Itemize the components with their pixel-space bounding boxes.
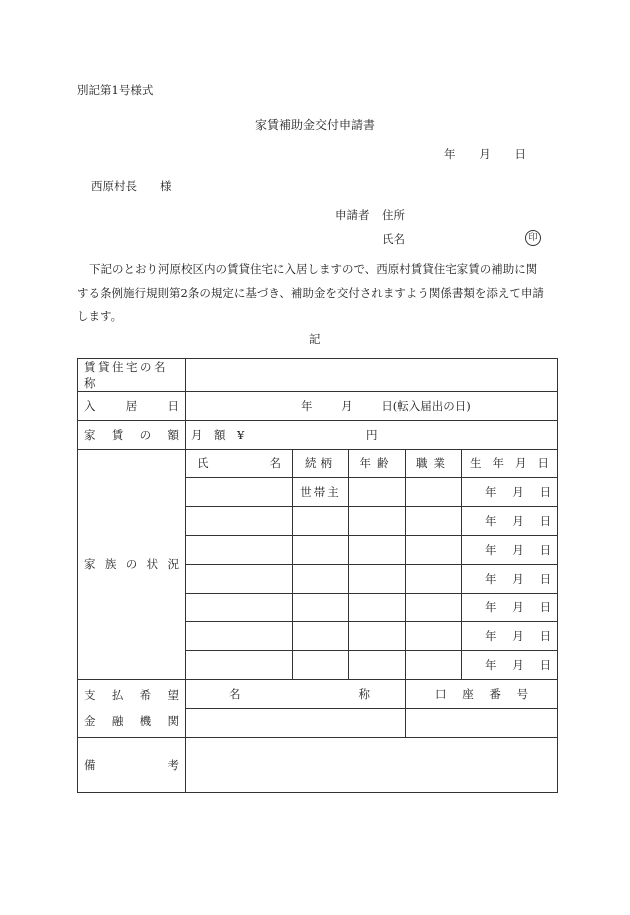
family-header-row [78,449,558,478]
move-in-month: 月 [341,398,353,413]
family-birth-cell[interactable]: 年 月 日 [462,593,558,622]
family-header-relation: 続柄 [293,449,349,478]
row-rent [78,420,558,449]
body-text-line-3: します。 [77,309,123,323]
family-age-cell[interactable] [349,507,406,536]
applicant-role: 申請者 [335,208,370,222]
house-name-label: 賃貸住宅の名称 [78,359,186,392]
application-table [77,358,558,793]
family-age-cell[interactable] [349,651,406,680]
rent-label: 家 賃 の 額 [78,420,186,449]
date-month-label: 月 [479,147,491,161]
page-title: 家賃補助金交付申請書 [255,118,376,132]
family-header-job: 職業 [406,449,462,478]
family-birth-cell[interactable]: 年 月 日 [462,622,558,651]
family-birth-cell[interactable]: 年 月 日 [462,478,558,507]
family-job-cell[interactable] [406,564,462,593]
bank-label: 支 払 希 望 金 融 機 関 [78,679,186,737]
remarks-field[interactable] [186,737,558,792]
family-name-cell[interactable] [186,478,293,507]
applicant-address-label: 住所 [382,208,405,222]
family-name-cell[interactable] [186,593,293,622]
family-name-cell[interactable] [186,564,293,593]
family-age-cell[interactable] [349,593,406,622]
form-id: 別記第1号様式 [77,83,154,97]
rent-field[interactable] [186,420,558,449]
applicant-name-label: 氏名 [382,232,405,246]
family-birth-cell[interactable]: 年 月 日 [462,507,558,536]
remarks-label: 備 考 [78,737,186,792]
family-job-cell[interactable] [406,651,462,680]
family-age-cell[interactable] [349,622,406,651]
family-header-birth: 生 年 月 日 [462,449,558,478]
family-relation-cell[interactable] [293,535,349,564]
family-job-cell[interactable] [406,622,462,651]
family-relation-cell[interactable] [293,507,349,536]
house-name-field[interactable] [186,359,558,392]
family-relation-cell[interactable] [293,593,349,622]
addressee: 西原村長 様 [91,179,172,193]
row-move-in [78,392,558,421]
rent-prefix: 月 額 ¥ [191,427,245,442]
family-name-cell[interactable] [186,651,293,680]
move-in-field[interactable] [186,392,558,421]
bank-account-field[interactable] [406,708,558,737]
ki-heading: 記 [309,332,321,346]
bank-header-account: 口 座 番 号 [406,679,558,708]
family-name-cell[interactable] [186,507,293,536]
family-relation-cell[interactable] [293,564,349,593]
family-header-age: 年齢 [349,449,406,478]
family-job-cell[interactable] [406,478,462,507]
family-relation-cell[interactable] [293,651,349,680]
family-birth-cell[interactable]: 年 月 日 [462,651,558,680]
bank-header-row [78,679,558,708]
family-birth-cell[interactable]: 年 月 日 [462,535,558,564]
date-year-label: 年 [444,147,456,161]
family-name-cell[interactable] [186,622,293,651]
family-job-cell[interactable] [406,593,462,622]
family-birth-cell[interactable]: 年 月 日 [462,564,558,593]
family-age-cell[interactable] [349,564,406,593]
family-name-cell[interactable] [186,535,293,564]
family-header-name: 氏 名 [186,449,293,478]
bank-header-name: 名 称 [186,679,406,708]
family-job-cell[interactable] [406,507,462,536]
move-in-year: 年 [301,398,313,413]
row-remarks [78,737,558,792]
family-relation-cell: 世帯主 [293,478,349,507]
move-in-label: 入 居 日 [78,392,186,421]
move-in-day-note: 日(転入届出の日) [381,398,471,413]
family-label: 家 族 の 状 況 [78,449,186,679]
rent-yen: 円 [365,427,378,442]
body-text-line-1: 下記のとおり河原校区内の賃貸住宅に入居しますので、西原村賃貸住宅家賃の補助に関 [89,262,538,276]
family-age-cell[interactable] [349,478,406,507]
date-day-label: 日 [514,147,526,161]
family-job-cell[interactable] [406,535,462,564]
seal-mark: 印 [525,229,541,246]
bank-name-field[interactable] [186,708,406,737]
family-age-cell[interactable] [349,535,406,564]
family-relation-cell[interactable] [293,622,349,651]
date-line [444,146,526,162]
body-text-line-2: する条例施行規則第2条の規定に基づき、補助金を交付されますよう関係書類を添えて申請 [77,286,544,300]
row-house-name [78,359,558,392]
